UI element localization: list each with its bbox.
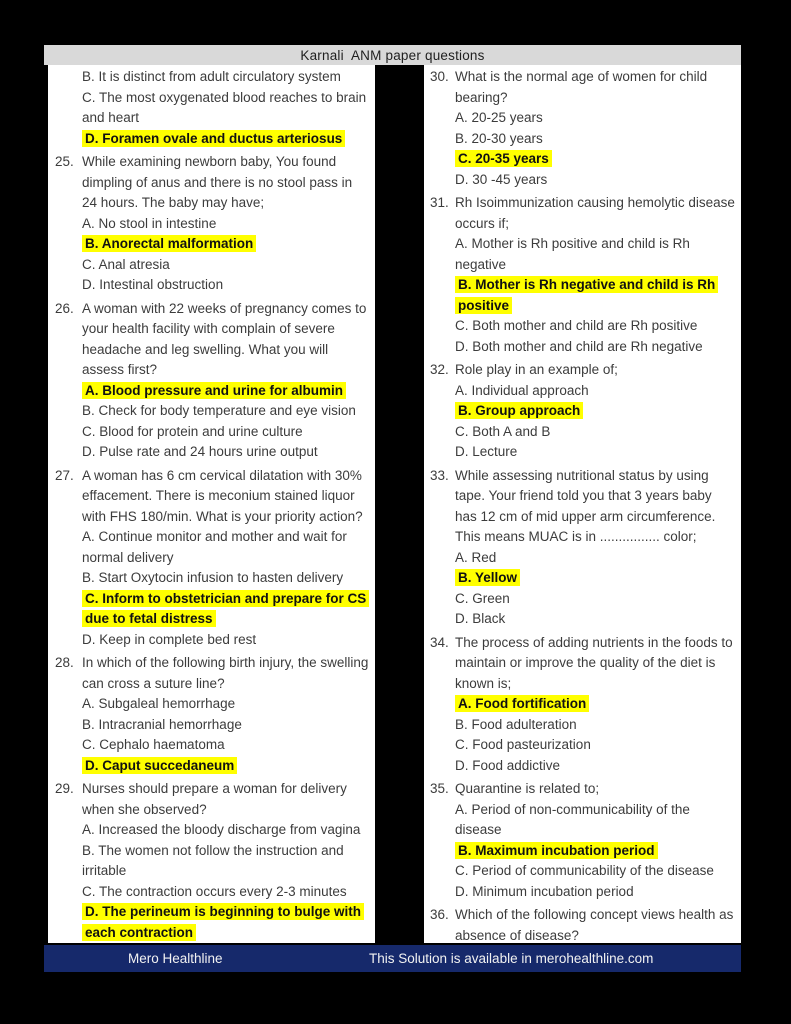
answer-option: C. Green bbox=[455, 590, 510, 606]
question-text: Nurses should prepare a woman for delivery when she observed? bbox=[82, 781, 347, 817]
question-block bbox=[430, 193, 737, 357]
question-block bbox=[55, 653, 369, 776]
answer-option: C. Food pasteurization bbox=[455, 737, 591, 752]
answer-option: C. Anal atresia bbox=[82, 256, 170, 272]
question-body bbox=[455, 466, 737, 630]
question-text: While assessing nutritional status by using tape. Your friend told you that 3 years baby has 12 cm of mid upper arm circumference. This means MUAC is in ................ color; bbox=[455, 467, 716, 544]
answer-option: C. Blood for protein and urine culture bbox=[82, 423, 303, 439]
question-number: 36. bbox=[430, 907, 449, 922]
question-block bbox=[55, 299, 369, 463]
question-number: 32. bbox=[430, 362, 449, 377]
answer-option: C. Period of communicability of the disease bbox=[455, 863, 714, 878]
question-block bbox=[55, 152, 369, 296]
answer-option: B. 20-30 years bbox=[455, 130, 543, 146]
question-body bbox=[455, 67, 737, 190]
answer-option: C. The most oxygenated blood reaches to brain and heart bbox=[82, 89, 367, 125]
highlighted-answer-option: B. Maximum incubation period bbox=[455, 841, 737, 862]
answer-option: C. Cephalo haematoma bbox=[82, 737, 225, 752]
question-block bbox=[430, 905, 737, 943]
highlighted-answer-option: C. Inform to obstetrician and prepare for CS due to fetal distress bbox=[82, 589, 369, 630]
answer-option: D. Pulse rate and 24 hours urine output bbox=[82, 444, 318, 459]
answer-option: D. Intestinal obstruction bbox=[82, 277, 224, 292]
question-block bbox=[55, 67, 369, 149]
question-body bbox=[455, 360, 737, 463]
question-number: 29. bbox=[55, 781, 74, 796]
answer-option: A. Individual approach bbox=[455, 382, 589, 398]
answer-option: D. Minimum incubation period bbox=[455, 883, 634, 899]
question-body bbox=[82, 653, 369, 776]
question-text: Role play in an example of; bbox=[455, 362, 618, 377]
question-number bbox=[55, 67, 82, 149]
questions-column-left bbox=[48, 65, 375, 943]
question-text: Rh Isoimmunization causing hemolytic disease occurs if; bbox=[455, 195, 735, 231]
question-body bbox=[82, 67, 369, 149]
question-number: 35. bbox=[430, 781, 449, 796]
question-block bbox=[430, 360, 737, 463]
answer-option: A. No stool in intestine bbox=[82, 215, 217, 231]
question-number: 31. bbox=[430, 195, 449, 210]
answer-option: D. Lecture bbox=[455, 444, 518, 459]
answer-option: D. Keep in complete bed rest bbox=[82, 631, 257, 647]
answer-option: B. It is distinct from adult circulatory system bbox=[82, 69, 341, 84]
answer-option: A. Period of non-communicability of the disease bbox=[455, 801, 690, 837]
question-block bbox=[430, 633, 737, 777]
highlighted-answer-option: D. The perineum is beginning to bulge with each contraction bbox=[82, 902, 369, 943]
answer-option: D. Both mother and child are Rh negative bbox=[455, 338, 703, 354]
answer-option: B. The women not follow the instruction and irritable bbox=[82, 842, 344, 878]
footer-note: This Solution is available in merohealthline.com bbox=[369, 951, 654, 966]
question-body bbox=[82, 152, 369, 296]
answer-option: D. Black bbox=[455, 611, 506, 626]
answer-option: D. 30 -45 years bbox=[455, 171, 548, 187]
question-text: While examining newborn baby, You found dimpling of anus and there is no stool pass in 24 hours. The baby may have; bbox=[82, 154, 353, 210]
answer-option: A. Increased the bloody discharge from vagina bbox=[82, 822, 361, 837]
footer-brand: Mero Healthline bbox=[128, 951, 223, 966]
question-number: 33. bbox=[430, 467, 449, 483]
question-number: 30. bbox=[430, 69, 449, 84]
question-number: 25. bbox=[55, 154, 74, 169]
question-number: 28. bbox=[55, 655, 74, 670]
highlighted-answer-option: B. Yellow bbox=[455, 568, 737, 589]
question-number: 34. bbox=[430, 634, 449, 650]
answer-option: A. Continue monitor and mother and wait for normal delivery bbox=[82, 529, 347, 565]
question-text: A woman with 22 weeks of pregnancy comes to your health facility with complain of severe headache and leg swelling. What you will assess first? bbox=[82, 300, 367, 377]
highlighted-answer-option: B. Anorectal malformation bbox=[82, 234, 369, 255]
question-block bbox=[430, 67, 737, 190]
question-block bbox=[430, 466, 737, 630]
question-text: A woman has 6 cm cervical dilatation with 30% effacement. There is meconium stained liquor with FHS 180/min. What is your priority action? bbox=[82, 467, 363, 524]
highlighted-answer-option: D. Foramen ovale and ductus arteriosus bbox=[82, 129, 369, 150]
answer-option: A. Subgaleal hemorrhage bbox=[82, 696, 236, 711]
answer-option: C. The contraction occurs every 2-3 minutes bbox=[82, 883, 347, 899]
question-body bbox=[455, 633, 737, 777]
answer-option: C. Both A and B bbox=[455, 423, 551, 439]
question-block bbox=[55, 466, 369, 651]
highlighted-answer-option: B. Group approach bbox=[455, 401, 737, 422]
question-body bbox=[82, 299, 369, 463]
question-text: The process of adding nutrients in the foods to maintain or improve the quality of the diet is known is; bbox=[455, 634, 733, 691]
footer-bar bbox=[44, 945, 741, 972]
question-body bbox=[455, 193, 737, 357]
question-body bbox=[82, 466, 369, 651]
answer-option: A. Mother is Rh positive and child is Rh negative bbox=[455, 236, 690, 272]
answer-option: B. Intracranial hemorrhage bbox=[82, 716, 242, 732]
title-bar bbox=[44, 45, 741, 65]
question-number: 26. bbox=[55, 300, 74, 316]
highlighted-answer-option: B. Mother is Rh negative and child is Rh positive bbox=[455, 275, 737, 316]
questions-column-right bbox=[424, 65, 741, 943]
page-title: Karnali ANM paper questions bbox=[300, 47, 485, 63]
question-body bbox=[82, 779, 369, 943]
question-text: Quarantine is related to; bbox=[455, 781, 600, 796]
question-text: Which of the following concept views health as absence of disease? bbox=[455, 907, 734, 943]
answer-option: B. Check for body temperature and eye vision bbox=[82, 403, 356, 418]
highlighted-answer-option: A. Blood pressure and urine for albumin bbox=[82, 381, 369, 402]
answer-option: B. Start Oxytocin infusion to hasten delivery bbox=[82, 570, 344, 585]
question-number: 27. bbox=[55, 467, 74, 483]
highlighted-answer-option: A. Food fortification bbox=[455, 694, 737, 715]
question-block bbox=[430, 779, 737, 902]
answer-option: A. 20-25 years bbox=[455, 110, 543, 125]
question-block bbox=[55, 779, 369, 943]
highlighted-answer-option: C. 20-35 years bbox=[455, 149, 737, 170]
highlighted-answer-option: D. Caput succedaneum bbox=[82, 756, 369, 777]
question-text: In which of the following birth injury, the swelling can cross a suture line? bbox=[82, 655, 369, 691]
answer-option: C. Both mother and child are Rh positive bbox=[455, 318, 698, 333]
answer-option: D. Food addictive bbox=[455, 757, 561, 773]
question-text: What is the normal age of women for child bearing? bbox=[455, 69, 708, 105]
answer-option: A. Red bbox=[455, 549, 497, 565]
answer-option: B. Food adulteration bbox=[455, 716, 577, 732]
question-body bbox=[455, 779, 737, 902]
question-body bbox=[455, 905, 737, 943]
